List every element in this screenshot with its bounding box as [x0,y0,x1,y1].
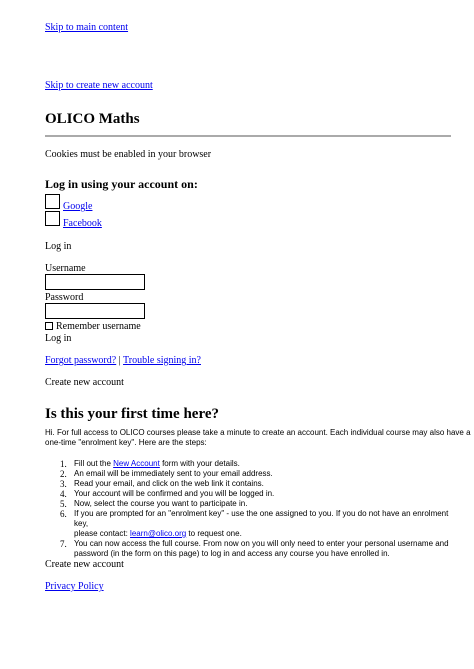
create-account-button-2[interactable]: Create new account [45,559,124,570]
remember-username-label: Remember username [56,321,141,332]
step-number: 1. [60,459,67,469]
step-number: 2. [60,469,67,479]
username-label: Username [45,263,86,274]
step-item [45,459,455,469]
step-text: Read your email, and click on the web link it contains. [74,479,264,488]
skip-to-create-account-link[interactable]: Skip to create new account [45,80,153,91]
login-heading: Log in [45,241,72,252]
create-account-button[interactable]: Create new account [45,377,124,388]
intro-line-2: one-time "enrolment key". Here are the steps: [45,438,207,447]
link-separator: | [116,355,124,366]
step-text: please contact: [74,529,131,538]
login-submit-button[interactable]: Log in [45,333,72,344]
step-text: Fill out the [74,459,114,468]
step-item [45,509,455,539]
first-time-heading: Is this your first time here? [45,406,220,422]
step-item [45,539,455,559]
password-input[interactable] [45,303,145,319]
step-text: An email will be immediately sent to your email address. [74,469,273,478]
step-text: to request one. [186,529,242,538]
identity-providers-heading: Log in using your account on: [45,177,198,191]
google-login-link[interactable]: Google [63,201,93,212]
step-item [45,479,455,489]
header-divider [45,135,451,137]
step-text: If you are prompted for an "enrolment key" - use the one assigned to you. If you do not have an enrolment key, [74,509,449,528]
trouble-signing-in-link[interactable]: Trouble signing in? [123,355,201,366]
username-input[interactable] [45,274,145,290]
step-number: 5. [60,499,67,509]
remember-username-checkbox[interactable] [45,322,53,330]
step-text: Now, select the course you want to participate in. [74,499,248,508]
step-item [45,499,455,509]
forgot-password-link[interactable]: Forgot password? [45,355,117,366]
step-text: password (in the form on this page) to log in and access any course you have enrolled in. [74,549,390,558]
new-account-link[interactable]: New Account [113,459,160,468]
step-text: You can now access the full course. From now on you will only need to enter your personal username and [74,539,449,548]
intro-line-1: Hi. For full access to OLICO courses please take a minute to create an account. Each individual course may also have a [45,428,471,437]
step-item [45,469,455,479]
step-text: form with your details. [159,459,240,468]
step-number: 4. [60,489,67,499]
help-links [45,355,201,366]
step-item [45,489,455,499]
step-number: 7. [60,539,67,549]
privacy-policy-link[interactable]: Privacy Policy [45,581,104,592]
password-label: Password [45,292,84,303]
signup-steps-list [45,459,455,559]
facebook-login-link[interactable]: Facebook [63,218,102,229]
site-title: OLICO Maths [45,111,140,127]
skip-to-main-link[interactable]: Skip to main content [45,22,129,33]
cookies-notice: Cookies must be enabled in your browser [45,149,212,160]
google-icon[interactable] [45,194,60,209]
contact-email-link[interactable]: learn@olico.org [130,529,187,538]
step-number: 6. [60,509,67,519]
step-text: Your account will be confirmed and you will be logged in. [74,489,275,498]
facebook-icon[interactable] [45,211,60,226]
step-number: 3. [60,479,67,489]
